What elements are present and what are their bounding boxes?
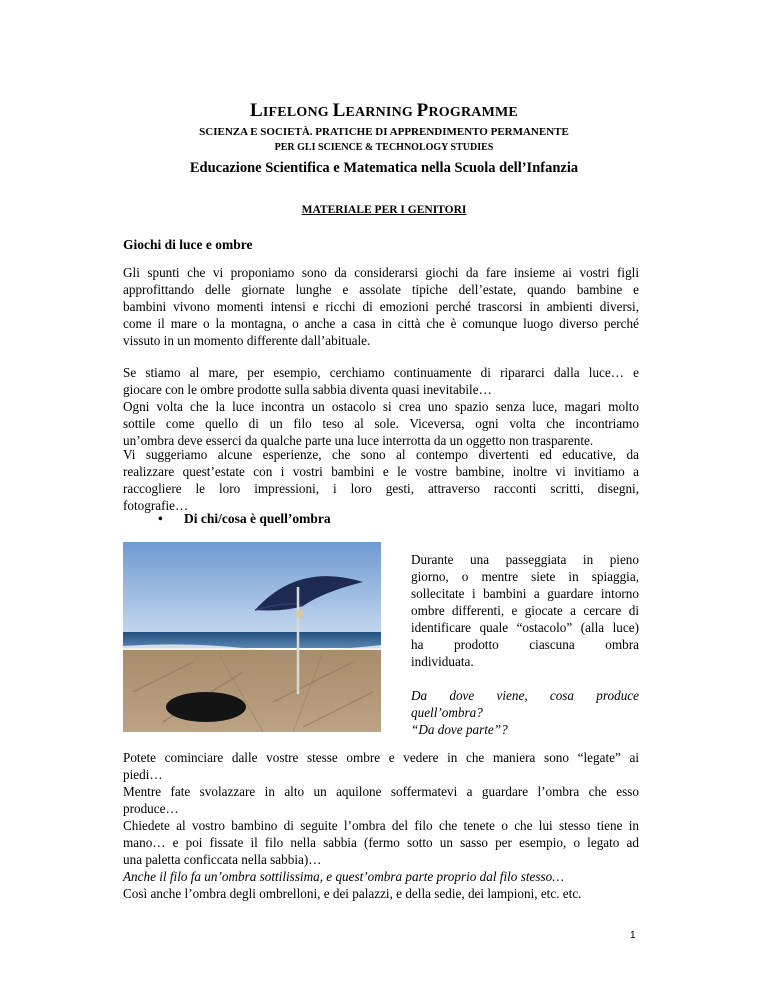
beach-photo-drawing bbox=[123, 542, 381, 732]
program-title: Educazione Scientifica e Matematica nella Scuola dell’Infanzia bbox=[189, 160, 579, 176]
side-question: Da dove viene, cosa produce quell’ombra? “Da dove parte”? bbox=[411, 688, 639, 737]
page-number: 1 bbox=[630, 930, 636, 941]
document-subtitle: SCIENZA E SOCIETÀ. PRATICHE DI APPRENDIMENTO PERMANENTE PER GLI SCIENCE & TECHNOLOGY STUDIES bbox=[199, 126, 569, 153]
paragraph-1: Gli spunti che vi proponiamo sono da considerarsi giochi da fare insieme ai vostri figli approfittando delle giornate lunghe e assolate tipiche dell’estate, quando bambine e bambini vivono momenti intensi e ricchi di emozioni perché trascorsi in ambienti diversi, come il mare o la montagna, o anche a casa in città che è comunque luogo diverso perché vissuto in un momento differente dall’abituale. bbox=[123, 265, 639, 348]
bullet-dot-icon: • bbox=[158, 511, 163, 526]
italic-line: Anche il filo fa un’ombra sottilissima, e quest’ombra parte proprio dal filo stesso… bbox=[123, 869, 564, 884]
paragraph-4: Potete cominciare dalle vostre stesse ombre e vedere in che maniera sono “legate” ai piedi… Mentre fate svolazzare in alto un aquilone soffermatevi a guardare l’ombra che esso produce… Chiedete al vostro bambino di seguite l’ombra del filo che tenete o che lui stesso tiene in mano… e poi fissate il filo nella sabbia (fermo sotto un sasso per esempio, o legato ad una paletta conficcata nella sabbia)… Anche il filo fa un’ombra sottilissima, e quest’ombra parte proprio dal filo stesso… Così anche l’ombra degli ombrelloni, e dei palazzi, e della sedie, dei lampioni, etc. etc. bbox=[123, 750, 639, 901]
section-label: MATERIALE PER I GENITORI bbox=[301, 204, 467, 216]
paragraph-3: Vi suggeriamo alcune esperienze, che sono al contempo divertenti ed educative, da realizzare quest’estate con i vostri bambini e le vostre bambine, inoltre vi invitiamo a raccogliere le loro impressioni, i loro gesti, attraverso racconti scritti, disegni, fotografie… bbox=[123, 447, 639, 513]
side-text: Durante una passeggiata in pieno giorno, o mentre siete in spiaggia, sollecitate i bambini a guardare intorno ombre differenti, e giocate a cercare di identificare quale “ostacolo” (alla luce) ha prodotto ciascuna ombra individuata. Da dove viene, cosa produce quell’ombra? “Da dove parte”? bbox=[411, 552, 639, 737]
beach-umbrella-photo bbox=[123, 542, 381, 732]
section-heading: Giochi di luce e ombre bbox=[123, 237, 253, 252]
paragraph-2: Se stiamo al mare, per esempio, cerchiamo continuamente di ripararci dalla luce… e giocare con le ombre prodotte sulla sabbia diventa quasi inevitabile… Ogni volta che la luce incontra un ostacolo si crea uno spazio senza luce, magari molto sottile come quello di un filo teso al sole. Viceversa, ogni volta che incontriamo un’ombra deve esserci da qualche parte una luce interrotta da un oggetto non trasparente. bbox=[123, 365, 639, 448]
document-title: LIFELONG LEARNING PROGRAMME bbox=[250, 100, 518, 121]
bullet-item: • Di chi/cosa è quell’ombra bbox=[158, 511, 331, 526]
